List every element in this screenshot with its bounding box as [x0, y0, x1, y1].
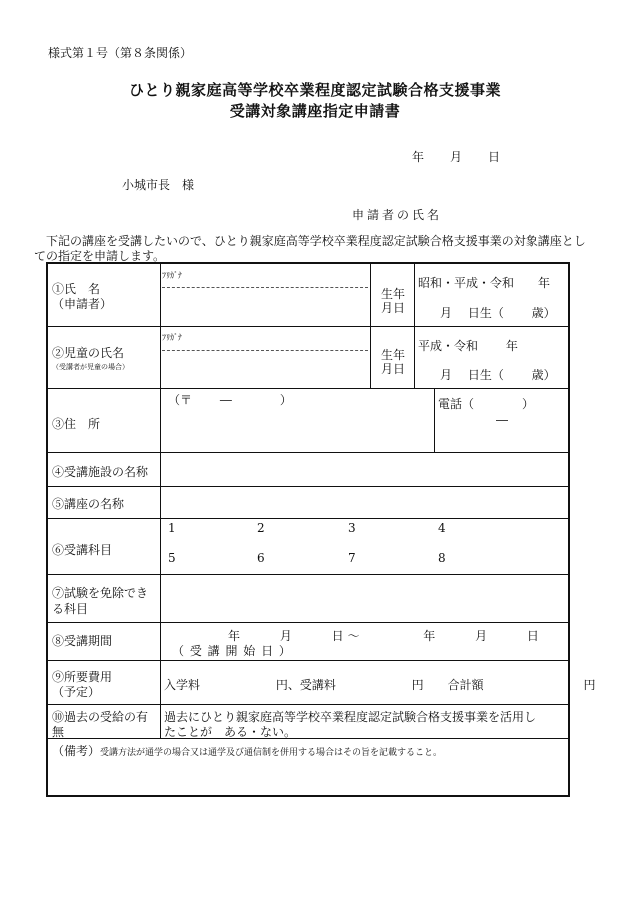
period-field[interactable]: 年 月 日 〜 年 月 日	[228, 629, 539, 643]
child-name-field[interactable]	[164, 352, 368, 386]
applicant-name-label: 申請者の氏名	[352, 208, 443, 222]
child-era-field[interactable]: 平成・令和 年	[418, 339, 518, 353]
name-furigana-label: ﾌﾘｶﾞﾅ	[162, 271, 182, 280]
phone-dash: ―	[496, 413, 508, 427]
remarks	[52, 742, 442, 759]
subject-5[interactable]: 5	[168, 551, 176, 565]
facility-field[interactable]	[164, 456, 564, 484]
past-benefit-choice[interactable]: たことが ある・ない。	[164, 725, 297, 739]
period-start-note: （ 受 講 開 始 日 ）	[172, 644, 292, 658]
form-number: 様式第１号（第８条関係）	[48, 46, 193, 60]
past-benefit-label: ⑩過去の受給の有	[52, 710, 149, 724]
subject-1[interactable]: 1	[168, 521, 176, 535]
subject-7[interactable]: 7	[348, 551, 356, 565]
past-benefit-text: 過去にひとり親家庭高等学校卒業程度認定試験合格支援事業を活用し	[164, 710, 537, 724]
date-day[interactable]: 日	[488, 150, 501, 164]
past-benefit-label-2: 無	[52, 725, 65, 739]
child-name-sub-label: （受講者が児童の場合）	[52, 363, 129, 371]
applicant-name-field[interactable]	[164, 290, 368, 324]
date-year[interactable]: 年	[412, 150, 425, 164]
postal-code-field[interactable]: （〒 ― ）	[168, 393, 292, 407]
cost-sub-label: （予定）	[52, 685, 101, 699]
addressee: 小城市長 様	[122, 178, 195, 192]
cost-label: ⑨所要費用	[52, 670, 113, 684]
intro-text: 下記の講座を受講したいので、ひとり親家庭高等学校卒業程度認定試験合格支援事業の対象講座としての指定を申請します。	[34, 234, 586, 263]
subjects-label: ⑥受講科目	[52, 543, 113, 557]
applicant-birthdate-field[interactable]: 月 日生（ 歳）	[440, 306, 556, 320]
document-subtitle: 受講対象講座指定申請書	[229, 102, 401, 120]
remarks-label: （備考）	[52, 744, 101, 758]
document-title: ひとり親家庭高等学校卒業程度認定試験合格支援事業	[128, 81, 501, 99]
name-sub-label: （申請者）	[52, 297, 113, 311]
child-name-label: ②児童の氏名	[52, 346, 125, 360]
facility-label: ④受講施設の名称	[52, 465, 149, 479]
remarks-text: 受講方法が通学の場合又は通学及び通信制を併用する場合はその旨を記載すること。	[100, 748, 443, 758]
subject-6[interactable]: 6	[257, 551, 265, 565]
child-dob-label-2: 月日	[381, 362, 406, 376]
address-label: ③住 所	[52, 417, 101, 431]
dob-label-2: 月日	[381, 301, 406, 315]
exempt-subjects-label-2: る科目	[52, 602, 89, 616]
exempt-subjects-label: ⑦試験を免除でき	[52, 586, 149, 600]
period-label: ⑧受講期間	[52, 634, 113, 648]
subject-3[interactable]: 3	[348, 521, 356, 535]
course-name-label: ⑤講座の名称	[52, 497, 125, 511]
course-name-field[interactable]	[164, 490, 564, 516]
dob-label: 生年	[381, 287, 406, 301]
child-furigana-label: ﾌﾘｶﾞﾅ	[162, 333, 182, 342]
date-line	[412, 148, 500, 165]
subject-4[interactable]: 4	[438, 521, 446, 535]
subject-8[interactable]: 8	[438, 551, 446, 565]
date-month[interactable]: 月	[450, 150, 463, 164]
exempt-subjects-field[interactable]	[164, 578, 564, 620]
phone-field[interactable]: 電話（ ）	[438, 397, 535, 411]
cost-fields[interactable]: 入学料 円、受講料 円 合計額 円	[164, 678, 596, 692]
name-label: ①氏 名	[52, 282, 101, 296]
child-dob-label: 生年	[381, 348, 406, 362]
applicant-era-field[interactable]: 昭和・平成・令和 年	[418, 276, 551, 290]
application-form	[46, 262, 596, 797]
child-birthdate-field[interactable]: 月 日生（ 歳）	[440, 368, 556, 382]
subject-2[interactable]: 2	[257, 521, 265, 535]
